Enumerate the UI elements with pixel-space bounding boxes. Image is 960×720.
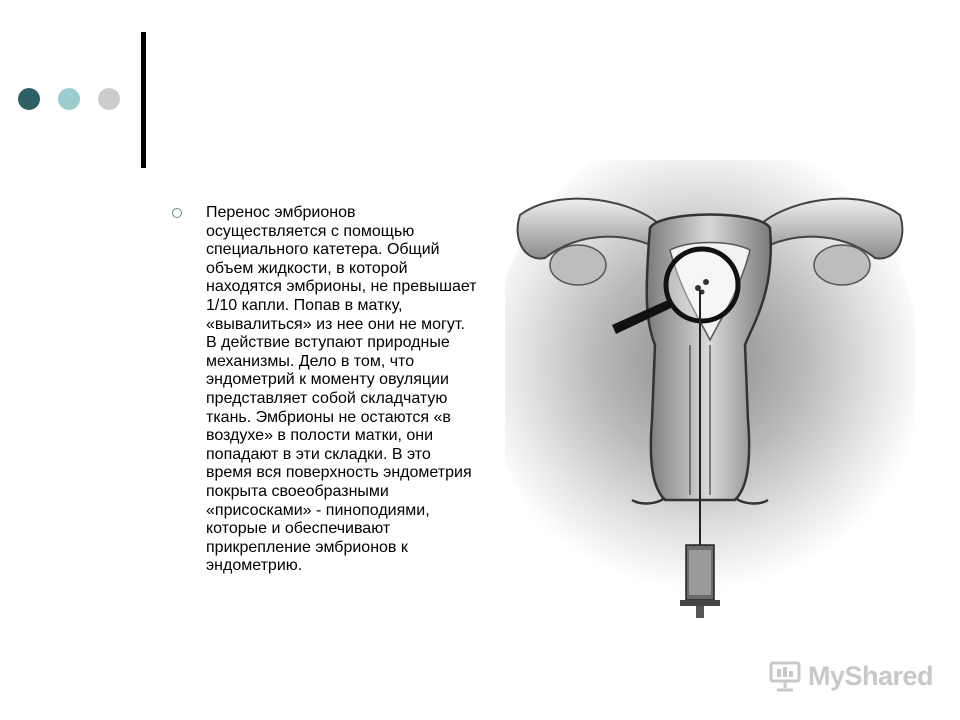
body-text-line: специального катетера. Общий	[206, 241, 440, 259]
watermark-text: MyShared	[808, 660, 934, 691]
body-text-line: В действие вступают природные	[206, 334, 450, 352]
body-text-line: которые и обеспечивают	[206, 520, 391, 538]
decor-dot-2	[58, 88, 80, 110]
presentation-board-icon	[768, 659, 802, 693]
decor-dot-1	[18, 88, 40, 110]
body-text-line: попадают в эти складки. В это	[206, 445, 431, 463]
body-text-line: механизмы. Дело в том, что	[206, 352, 415, 370]
bullet-icon	[172, 208, 182, 218]
decor-dot-3	[98, 88, 120, 110]
body-text	[206, 204, 522, 594]
body-text-line: покрыта своеобразными	[206, 482, 389, 500]
body-text-line: представляет собой складчатую	[206, 389, 448, 407]
body-text-line: находятся эмбрионы, не превышает	[206, 278, 477, 296]
watermark	[768, 656, 933, 696]
body-text-line: объем жидкости, в которой	[206, 259, 408, 277]
uterus-catheter-illustration	[505, 160, 915, 630]
body-text-line: эндометрию.	[206, 557, 303, 575]
body-text-line: «присосками» - пиноподиями,	[206, 501, 430, 519]
body-text-line: «вывалиться» из нее они не могут.	[206, 315, 465, 333]
body-text-line: ткань. Эмбрионы не остаются «в	[206, 408, 451, 426]
body-text-line: эндометрий к моменту овуляции	[206, 371, 449, 389]
decor-vertical-bar	[141, 32, 146, 168]
body-text-line: прикрепление эмбрионов к	[206, 538, 408, 556]
body-text-line: 1/10 капли. Попав в матку,	[206, 296, 403, 314]
body-text-line: время вся поверхность эндометрия	[206, 464, 472, 482]
body-text-line: Перенос эмбрионов	[206, 204, 356, 221]
body-text-line: осуществляется с помощью	[206, 222, 415, 240]
body-text-line: воздухе» в полости матки, они	[206, 427, 434, 445]
